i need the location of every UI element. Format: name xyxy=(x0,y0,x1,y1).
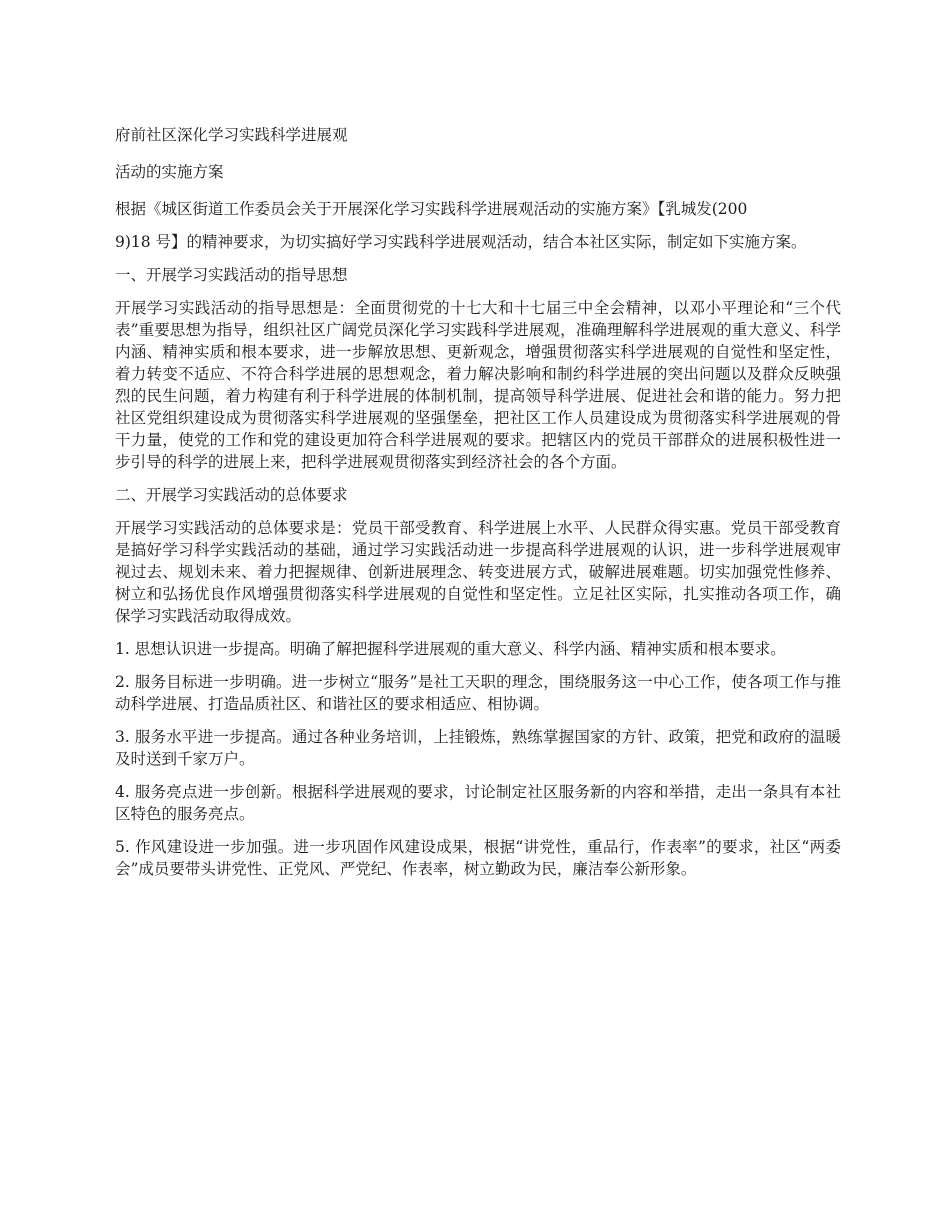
list-item: 4. 服务亮点进一步创新。根据科学进展观的要求，讨论制定社区服务新的内容和举措，走出一条具有本社区特色的服务亮点。 xyxy=(115,783,841,823)
list-item: 5. 作风建设进一步加强。进一步巩固作风建设成果，根据“讲党性，重品行，作表率”的要求，社区“两委会”成员要带头讲党性、正党风、严党纪、作表率，树立勤政为民，廉洁奉公新形象。 xyxy=(115,838,841,878)
document-title: 府前社区深化学习实践科学进展观 xyxy=(115,126,348,144)
intro-paragraph-part2: 9)18 号】的精神要求，为切实搞好学习实践科学进展观活动，结合本社区实际，制定如下实施方案。 xyxy=(115,233,807,251)
document-subtitle: 活动的实施方案 xyxy=(115,163,224,181)
section2-heading: 二、开展学习实践活动的总体要求 xyxy=(115,486,348,504)
list-item: 1. 思想认识进一步提高。明确了解把握科学进展观的重大意义、科学内涵、精神实质和根本要求。 xyxy=(115,640,786,658)
section1-body: 开展学习实践活动的指导思想是：全面贯彻党的十七大和十七届三中全会精神，以邓小平理论和“三个代表”重要思想为指导，组织社区广阔党员深化学习实践科学进展观，准确理解科学进展观的重大意义、科学内涵、精神实质和根本要求，进一步解放思想、更新观念，增强贯彻落实科学进展观的自觉性和坚定性，着力转变不适应、不符合科学进展的思想观念，着力解决影响和制约科学进展的突出问题以及群众反映强烈的民生问题，着力构建有利于科学进展的体制机制，提高领导科学进展、促进社会和谐的能力。努力把社区党组织建设成为贯彻落实科学进展观的坚强堡垒，把社区工作人员建设成为贯彻落实科学进展观的骨干力量，使党的工作和党的建设更加符合科学进展观的要求。把辖区内的党员干部群众的进展积极性进一步引导的科学的进展上来，把科学进展观贯彻落实到经济社会的各个方面。 xyxy=(115,299,841,471)
list-item: 3. 服务水平进一步提高。通过各种业务培训，上挂锻炼，熟练掌握国家的方针、政策，把党和政府的温暖及时送到千家万户。 xyxy=(115,728,841,768)
document-page xyxy=(115,124,841,891)
section2-body: 开展学习实践活动的总体要求是：党员干部受教育、科学进展上水平、人民群众得实惠。党员干部受教育是搞好学习科学实践活动的基础，通过学习实践活动进一步提高科学进展观的认识，进一步科学进展观审视过去、规划未来、着力把握规律、创新进展理念、转变进展方式，破解进展难题。切实加强党性修养、树立和弘扬优良作风增强贯彻落实科学进展观的自觉性和坚定性。立足社区实际，扎实推动各项工作，确保学习实践活动取得成效。 xyxy=(115,519,841,625)
list-item: 2. 服务目标进一步明确。进一步树立“服务”是社工天职的理念，围绕服务这一中心工作，使各项工作与推动科学进展、打造品质社区、和谐社区的要求相适应、相协调。 xyxy=(115,673,841,713)
section1-heading: 一、开展学习实践活动的指导思想 xyxy=(115,266,348,284)
intro-paragraph-part1: 根据《城区街道工作委员会关于开展深化学习实践科学进展观活动的实施方案》【乳城发(200 xyxy=(115,200,748,218)
